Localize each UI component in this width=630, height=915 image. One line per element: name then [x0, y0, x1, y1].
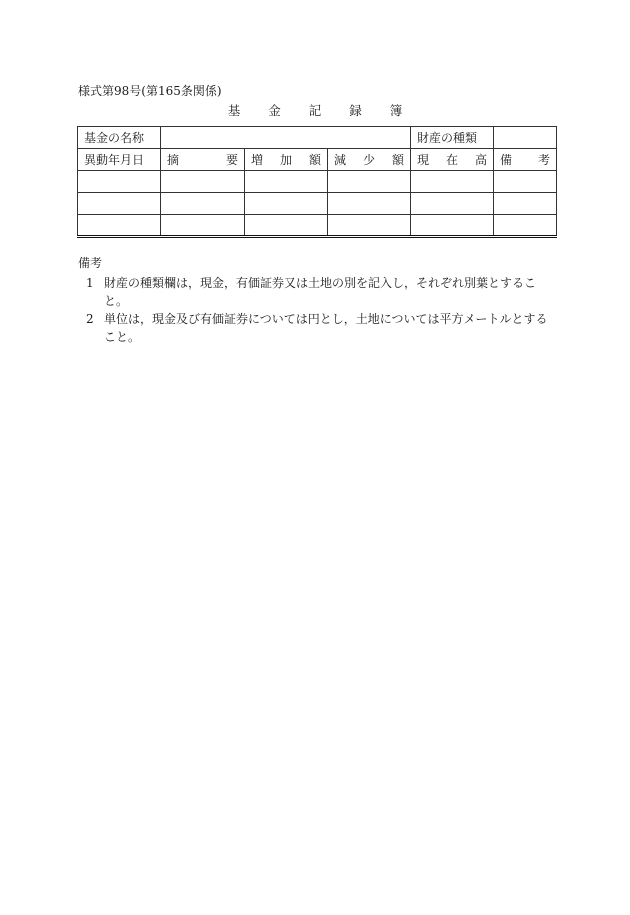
table-cell[interactable] [78, 193, 161, 215]
note-number: 1 [86, 276, 94, 290]
fund-name-field[interactable] [161, 127, 411, 149]
note-line-continued: こと。 [104, 330, 141, 344]
table-cell[interactable] [494, 215, 557, 237]
table-cell[interactable] [494, 171, 557, 193]
table-cell[interactable] [411, 193, 494, 215]
note-number: 2 [86, 312, 94, 326]
document-title: 基 金 記 録 簿 [227, 103, 415, 118]
table-cell[interactable] [328, 215, 411, 237]
table-cell[interactable] [161, 193, 245, 215]
table-cell[interactable] [245, 193, 328, 215]
property-type-field[interactable] [494, 127, 557, 149]
note-line: 財産の種類欄は，現金，有価証券又は土地の別を記入し，それぞれ別葉とするこ [104, 276, 537, 290]
table-cell[interactable] [78, 215, 161, 237]
note-item [86, 274, 556, 310]
table-row [78, 171, 557, 193]
table-cell[interactable] [245, 171, 328, 193]
note-line: 単位は，現金及び有価証券については円とし，土地については平方メートルとする [104, 312, 548, 326]
table-cell[interactable] [161, 171, 245, 193]
header-char: 備 [500, 153, 513, 167]
header-char: 増 [251, 153, 264, 167]
header-char: 在 [446, 153, 459, 167]
header-char: 摘 [167, 153, 180, 167]
note-text [104, 274, 556, 310]
header-char: 要 [225, 153, 238, 167]
header-char: 減 [334, 153, 347, 167]
header-char: 額 [308, 153, 321, 167]
header-decrease-amount [328, 149, 411, 171]
note-item [86, 310, 556, 346]
note-line-continued: と。 [104, 294, 129, 308]
header-char: 高 [474, 153, 487, 167]
header-current-balance [411, 149, 494, 171]
table-row-fund-info [78, 127, 557, 149]
property-type-label: 財産の種類 [411, 127, 494, 149]
table-cell[interactable] [328, 193, 411, 215]
header-summary [161, 149, 245, 171]
table-header-row [78, 149, 557, 171]
header-char: 現 [417, 153, 430, 167]
fund-name-label: 基金の名称 [78, 127, 161, 149]
table-row [78, 215, 557, 237]
table-cell[interactable] [411, 171, 494, 193]
form-number: 様式第98号(第165条関係) [78, 84, 222, 98]
table-cell[interactable] [161, 215, 245, 237]
table-cell[interactable] [328, 171, 411, 193]
table-cell[interactable] [78, 171, 161, 193]
header-text: 異動年月日 [84, 153, 145, 167]
header-char: 額 [392, 153, 405, 167]
header-char: 加 [279, 153, 292, 167]
notes-heading: 備考 [78, 256, 103, 270]
header-increase-amount [245, 149, 328, 171]
header-char: 考 [538, 153, 551, 167]
header-char: 少 [363, 153, 376, 167]
table-cell[interactable] [245, 215, 328, 237]
table-row [78, 193, 557, 215]
header-remarks [494, 149, 557, 171]
fund-record-table [77, 126, 557, 238]
notes-section [78, 254, 556, 346]
note-text [104, 310, 556, 346]
table-cell[interactable] [411, 215, 494, 237]
table-cell[interactable] [494, 193, 557, 215]
header-change-date [78, 149, 161, 171]
